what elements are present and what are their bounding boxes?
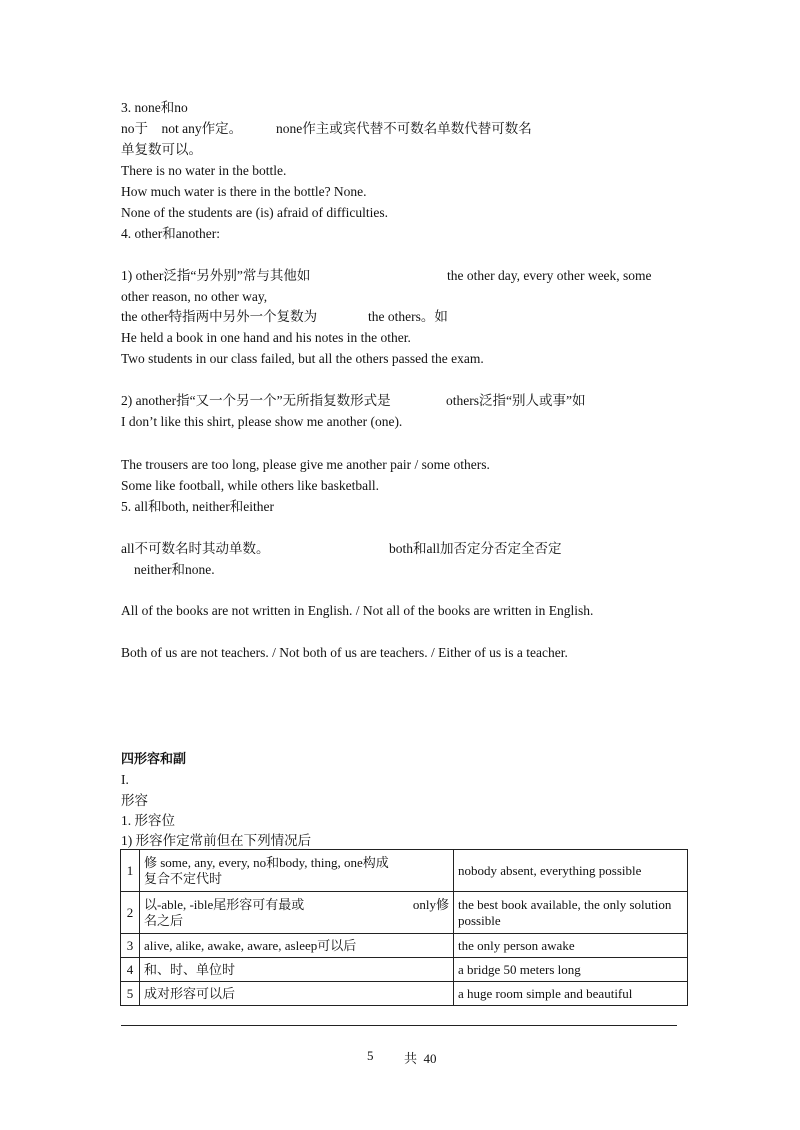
text-line: other reason, no other way, <box>121 289 268 304</box>
text-line: 单复数可以。 <box>121 142 202 157</box>
row-number: 3 <box>121 934 140 958</box>
rule-text: only修 <box>412 896 449 912</box>
text-line: 1. 形容位 <box>121 813 175 828</box>
text-line: neither和none. <box>134 562 215 577</box>
text-line: Two students in our class failed, but all the others passed the exam. <box>121 351 484 366</box>
rule-text: 修 some, any, every, no和body, thing, one构成 <box>144 854 389 870</box>
footer-divider <box>121 1025 677 1026</box>
rule-cell: alive, alike, awake, aware, asleep可以后 <box>140 934 454 958</box>
text-line: He held a book in one hand and his notes in the other. <box>121 330 411 345</box>
text-line: 1) 形容作定常前但在下列情况后 <box>121 833 312 848</box>
table-row <box>121 850 688 892</box>
rule-text: 以-able, -ible尾形容可有最或 <box>144 896 305 912</box>
text-line: 1) other泛指“另外别”常与其他如 <box>121 268 311 283</box>
rule-cell <box>140 892 454 934</box>
text-line: I don’t like this shirt, please show me another (one). <box>121 414 403 429</box>
chapter-heading: 四形容和副 <box>121 752 187 767</box>
text-line: others泛指“别人或事”如 <box>446 393 586 408</box>
text-line: I. <box>121 772 129 787</box>
example-cell: nobody absent, everything possible <box>454 850 688 892</box>
page-number: 5 <box>367 1048 374 1063</box>
text-line: 3. none和no <box>121 100 188 115</box>
text-line: Some like football, while others like basketball. <box>121 478 379 493</box>
rule-cell: 和、时、单位时 <box>140 958 454 982</box>
text-line: none作主或宾代替不可数名单数代替可数名 <box>276 121 532 136</box>
example-cell: the only person awake <box>454 934 688 958</box>
example-cell: the best book available, the only solution possible <box>454 892 688 934</box>
table-row <box>121 982 688 1006</box>
table-row <box>121 934 688 958</box>
example-cell: a bridge 50 meters long <box>454 958 688 982</box>
row-number: 2 <box>121 892 140 934</box>
text-line: both和all加否定分否定全否定 <box>389 541 562 556</box>
text-line: 形容 <box>121 793 148 808</box>
row-number: 4 <box>121 958 140 982</box>
table-row <box>121 892 688 934</box>
rule-text: 名之后 <box>144 912 184 928</box>
rule-cell <box>140 850 454 892</box>
example-cell: a huge room simple and beautiful <box>454 982 688 1006</box>
text-line: There is no water in the bottle. <box>121 163 287 178</box>
example-sentence: All of the books are not written in English. / Not all of the books are written in English. <box>121 603 594 618</box>
adjective-position-table <box>120 849 688 1006</box>
text-line: 2) another指“又一个另一个”无所指复数形式是 <box>121 393 391 408</box>
section-heading: 5. all和both, neither和either <box>121 499 274 514</box>
rule-text: 复合不定代时 <box>144 870 223 886</box>
row-number: 1 <box>121 850 140 892</box>
text-line: the others。如 <box>368 309 448 324</box>
rule-cell: 成对形容可以后 <box>140 982 454 1006</box>
section-heading: 4. other和another: <box>121 226 220 241</box>
text-line: all不可数名时其动单数。 <box>121 541 270 556</box>
text-line: no于 not any作定。 <box>121 121 243 136</box>
text-line: the other特指两中另外一个复数为 <box>121 309 318 324</box>
page-total: 共 40 <box>404 1051 437 1066</box>
example-sentence: Both of us are not teachers. / Not both of us are teachers. / Either of us is a teacher. <box>121 645 568 660</box>
text-line: How much water is there in the bottle? None. <box>121 184 367 199</box>
text-line: The trousers are too long, please give me another pair / some others. <box>121 457 490 472</box>
table-row <box>121 958 688 982</box>
text-line: the other day, every other week, some <box>447 268 652 283</box>
row-number: 5 <box>121 982 140 1006</box>
text-line: None of the students are (is) afraid of difficulties. <box>121 205 389 220</box>
